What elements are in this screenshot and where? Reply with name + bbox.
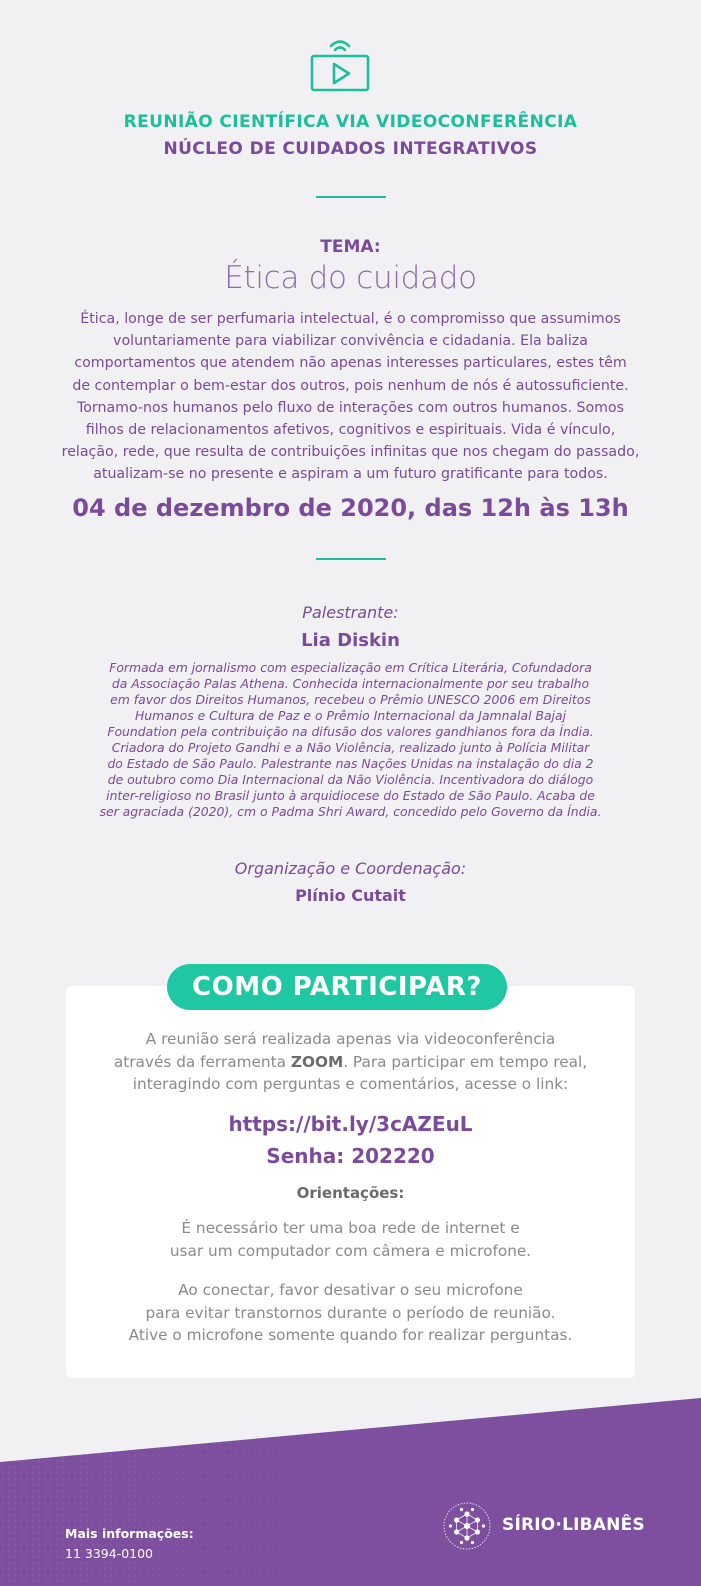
theme-line: comportamentos que atendem não apenas interesses particulares, estes têm xyxy=(74,355,627,372)
divider xyxy=(316,558,386,560)
bio-line: ser agraciada (2020), cm o Padma Shri Award, concedido pelo Governo da Índia. xyxy=(99,804,602,820)
guideline-line: Ao conectar, favor desativar o seu microfone xyxy=(178,1281,523,1299)
department-heading: NÚCLEO DE CUIDADOS INTEGRATIVOS xyxy=(163,139,538,159)
speaker-label: Palestrante: xyxy=(302,603,399,622)
intro-text: . Para participar em tempo real, xyxy=(343,1052,588,1071)
theme-line: atualizam-se no presente e aspiram a um futuro gratificante para todos. xyxy=(93,466,608,483)
guideline-line: usar um computador com câmera e microfone. xyxy=(169,1241,532,1260)
theme-line: filhos de relacionamentos afetivos, cognitivos e espirituais. Vida é vínculo, xyxy=(85,422,616,439)
guideline-line: para evitar transtornos durante o período de reunião. xyxy=(145,1303,556,1322)
speaker-bio xyxy=(75,660,626,820)
organization-label: Organização e Coordenação: xyxy=(234,859,467,878)
more-info-label: Mais informações: xyxy=(65,1526,194,1541)
guideline-line: É necessário ter uma boa rede de internet e xyxy=(181,1219,520,1237)
theme-title: Ética do cuidado xyxy=(224,260,477,296)
bio-line: do Estado de São Paulo. Palestrante nas Nações Unidas na instalação do dia 2 xyxy=(107,756,594,772)
intro-line xyxy=(76,1051,625,1074)
speaker-name: Lia Diskin xyxy=(301,630,400,651)
theme-line: Tornamo-nos humanos pelo fluxo de interações com outros humanos. Somos xyxy=(76,399,625,416)
bio-line: em favor dos Direitos Humanos, recebeu o Prêmio UNESCO 2006 em Direitos xyxy=(110,692,591,708)
contact-phone[interactable]: 11 3394-0100 xyxy=(65,1546,154,1561)
sirio-libanes-emblem-icon xyxy=(442,1501,492,1551)
theme-line: de contemplar o bem-estar dos outros, pois nenhum de nós é autossuficiente. xyxy=(72,377,629,394)
how-to-participate-banner: COMO PARTICIPAR? xyxy=(167,964,507,1010)
intro-line: interagindo com perguntas e comentários, acesse o link: xyxy=(132,1075,569,1094)
theme-line: relação, rede, que resulta de contribuições infinitas que nos chegam do passado, xyxy=(61,444,640,461)
tv-play-broadcast-icon xyxy=(309,34,371,94)
divider xyxy=(316,196,386,198)
guidelines-label: Orientações: xyxy=(296,1184,405,1202)
organizer-name: Plínio Cutait xyxy=(295,886,406,905)
bio-line: Criadora do Projeto Gandhi e a Não Violência, realizado junto à Polícia Militar xyxy=(111,740,590,756)
brand-logo-text: SÍRIO·LIBANÊS xyxy=(502,1515,645,1535)
meeting-link[interactable]: https://bit.ly/3cAZEuL xyxy=(228,1112,473,1136)
bio-line: Humanos e Cultura de Paz e o Prêmio Internacional da Jamnalal Bajaj xyxy=(134,708,567,724)
intro-text: através da ferramenta xyxy=(113,1052,291,1071)
theme-line: voluntariamente para viabilizar convivência e cidadania. Ela baliza xyxy=(113,333,588,350)
guideline-internet xyxy=(76,1217,625,1262)
participation-intro xyxy=(76,1028,625,1096)
theme-label: TEMA: xyxy=(320,237,381,257)
intro-line: A reunião será realizada apenas via videoconferência xyxy=(145,1030,556,1048)
bio-line: de outubro como Dia Internacional da Não Violência. Incentivadora do diálogo xyxy=(107,772,594,788)
theme-description xyxy=(45,308,656,486)
zoom-tool-name: ZOOM xyxy=(290,1052,344,1071)
guideline-line: Ative o microfone somente quando for realizar perguntas. xyxy=(128,1326,573,1345)
meeting-password: Senha: 202220 xyxy=(266,1144,435,1168)
event-date: 04 de dezembro de 2020, das 12h às 13h xyxy=(72,494,629,522)
event-type-heading: REUNIÃO CIENTÍFICA VIA VIDEOCONFERÊNCIA xyxy=(123,112,578,132)
bio-line: inter-religioso no Brasil junto à arquidiocese do Estado de São Paulo. Acaba de xyxy=(106,788,595,804)
bio-line: Foundation pela contribuição na difusão dos valores gandhianos fora da Índia. xyxy=(107,724,594,740)
theme-line: Ética, longe de ser perfumaria intelectual, é o compromisso que assumimos xyxy=(80,311,621,327)
bio-line: Formada em jornalismo com especialização em Crítica Literária, Cofundadora xyxy=(109,660,592,675)
guideline-microphone xyxy=(76,1279,625,1347)
bio-line: da Associação Palas Athena. Conhecida internacionalmente por seu trabalho xyxy=(111,676,590,692)
